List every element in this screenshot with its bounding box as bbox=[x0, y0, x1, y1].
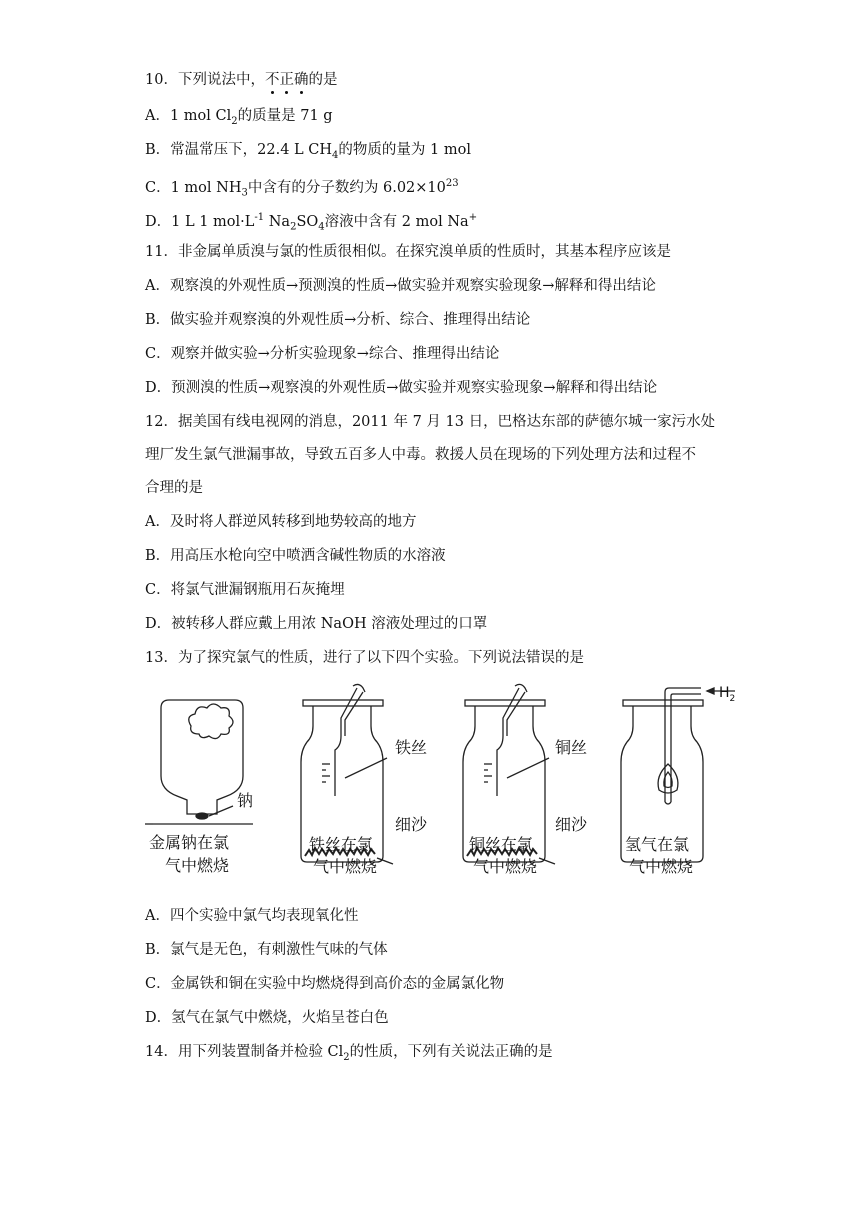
h2-label: $H_2$ bbox=[719, 685, 736, 704]
q11-option-b: B．做实验并观察溴的外观性质→分析、综合、推理得出结论 bbox=[145, 312, 531, 328]
q13-option-b: B．氯气是无色，有刺激性气味的气体 bbox=[145, 942, 388, 958]
sodium-caption-1: 金属钠在氯 bbox=[149, 833, 230, 852]
q10-option-a: A．1 mol $Cl_2$的质量是 71 g bbox=[145, 108, 333, 127]
q12-option-b: B．用高压水枪向空中喷洒含碱性物质的水溶液 bbox=[145, 548, 446, 564]
q13-option-a: A．四个实验中氯气均表现氧化性 bbox=[145, 908, 359, 924]
experiment-figure bbox=[145, 678, 736, 883]
iron-wire-label: 铁丝 bbox=[395, 738, 428, 757]
q13-option-c: C．金属铁和铜在实验中均燃烧得到高价态的金属氯化物 bbox=[145, 976, 505, 992]
q11-option-d: D．预测溴的性质→观察溴的外观性质→做实验并观察实验现象→解释和得出结论 bbox=[145, 380, 658, 396]
copper-caption-2: 气中燃烧 bbox=[473, 857, 538, 876]
iron-caption-1: 铁丝在氯 bbox=[309, 835, 374, 854]
emphasis-char: 不 bbox=[265, 72, 280, 88]
copper-sand-label: 细沙 bbox=[555, 815, 588, 834]
q10-stem: 10．下列说法中，不 正 确 的是 bbox=[145, 70, 337, 90]
q12-stem-line1: 12．据美国有线电视网的消息，2011 年 7 月 13 日，巴格达东部的萨德尔城一家污水处 bbox=[145, 414, 716, 430]
q12-option-c: C．将氯气泄漏钢瓶用石灰掩埋 bbox=[145, 582, 345, 598]
copper-caption-1: 铜丝在氯 bbox=[469, 835, 534, 854]
q11-stem: 11．非金属单质溴与氯的性质很相似。在探究溴单质的性质时，其基本程序应该是 bbox=[145, 244, 671, 260]
q12-stem-line2: 理厂发生氯气泄漏事故，导致五百多人中毒。救援人员在现场的下列处理方法和过程不 bbox=[145, 447, 696, 463]
q13-option-d: D．氢气在氯气中燃烧，火焰呈苍白色 bbox=[145, 1010, 389, 1026]
q10-option-c: C．1 mol $NH_3$中含有的分子数约为 $6.02\times 10^{23}$ bbox=[145, 178, 459, 199]
sodium-caption-2: 气中燃烧 bbox=[165, 856, 230, 875]
iron-sand-label: 细沙 bbox=[395, 815, 428, 834]
q12-option-d: D．被转移人群应戴上用浓 NaOH 溶液处理过的口罩 bbox=[145, 616, 488, 632]
q12-option-a: A．及时将人群逆风转移到地势较高的地方 bbox=[145, 514, 417, 530]
q11-option-a: A．观察溴的外观性质→预测溴的性质→做实验并观察实验现象→解释和得出结论 bbox=[145, 278, 656, 294]
emphasis-char: 确 bbox=[294, 72, 309, 88]
hydrogen-caption-2: 气中燃烧 bbox=[629, 857, 694, 876]
hydrogen-caption-1: 氢气在氯 bbox=[625, 835, 690, 854]
emphasis-char: 正 bbox=[279, 72, 294, 88]
q11-option-c: C．观察并做实验→分析实验现象→综合、推理得出结论 bbox=[145, 346, 500, 362]
iron-caption-2: 气中燃烧 bbox=[313, 857, 378, 876]
copper-wire-label: 铜丝 bbox=[555, 738, 588, 757]
sodium-label: 钠 bbox=[237, 791, 254, 810]
q10-option-b: B．常温常压下，22.4 L $CH_4$的物质的量为 1 mol bbox=[145, 142, 471, 161]
q10-option-d: D．1 L 1 $mol\cdot L^{-1}$ $Na_2SO_4$溶液中含有 2 mol Na+ bbox=[145, 212, 478, 233]
q13-stem: 13．为了探究氯气的性质，进行了以下四个实验。下列说法错误的是 bbox=[145, 650, 584, 666]
q12-stem-line3: 合理的是 bbox=[145, 480, 203, 496]
q14-stem: 14．用下列装置制备并检验 $Cl_2$的性质，下列有关说法正确的是 bbox=[145, 1044, 553, 1063]
